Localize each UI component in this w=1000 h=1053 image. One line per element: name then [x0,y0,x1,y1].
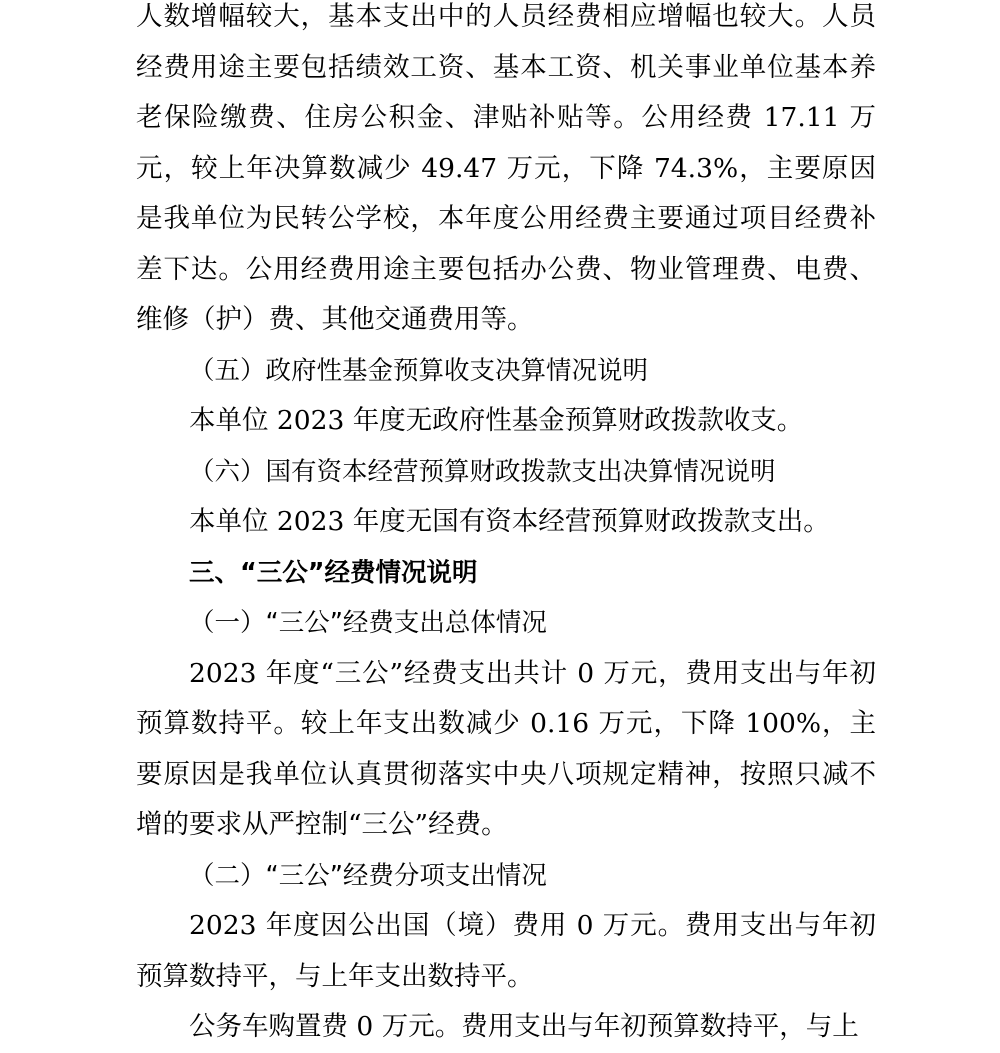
heading-three-public-expenses: 三、“三公”经费情况说明 [189,557,478,588]
heading-state-capital-budget: （六）国有资本经营预算财政拨款支出决算情况说明 [189,456,776,487]
paragraph-overseas-travel: 2023 年度因公出国（境）费用 0 万元。费用支出与年初预算数持平，与上年支出数持平。 [136,910,876,992]
document-page [136,0,876,1053]
paragraph-government-fund-none: 本单位 2023 年度无政府性基金预算财政拨款收支。 [189,405,804,436]
paragraph-state-capital-none: 本单位 2023 年度无国有资本经营预算财政拨款支出。 [189,506,830,537]
paragraph-vehicle-purchase: 公务车购置费 0 万元。费用支出与年初预算数持平，与上 [189,1011,859,1042]
paragraph-public-expenses: 人数增幅较大，基本支出中的人员经费相应增幅也较大。人员经费用途主要包括绩效工资、基本工资、机关事业单位基本养老保险缴费、住房公积金、津贴补贴等。公用经费 17.11 万元，较上年决算数减少 49.47 万元，下降 74.3%，主要原因是我单位为民转公学校，本年度公用经费主要通过项目经费补差下达。公用经费用途主要包括办公费、物业管理费、电费、维修（护）费、其他交通费用等。 [136,1,876,335]
heading-three-public-overall: （一）“三公”经费支出总体情况 [189,608,547,638]
heading-government-fund-budget: （五）政府性基金预算收支决算情况说明 [189,355,649,386]
heading-three-public-itemized: （二）“三公”经费分项支出情况 [189,860,547,891]
paragraph-three-public-overall: 2023 年度“三公”经费支出共计 0 万元，费用支出与年初预算数持平。较上年支出数减少 0.16 万元，下降 100%，主要原因是我单位认真贯彻落实中央八项规定精神，按照只减不增的要求从严控制“三公”经费。 [136,657,876,840]
